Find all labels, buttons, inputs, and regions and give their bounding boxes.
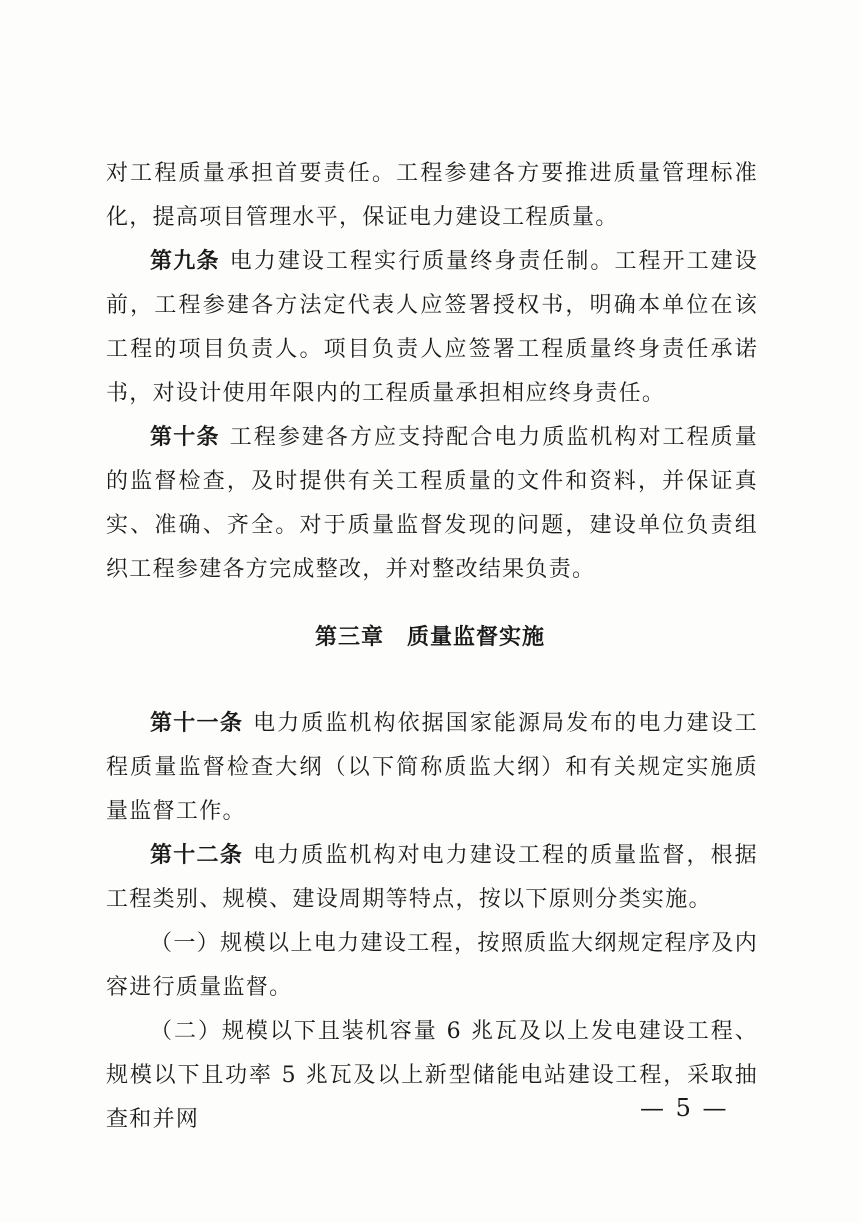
text-section-upper (106, 152, 758, 592)
list-item-text: （一）规模以上电力建设工程，按照质监大纲规定程序及内容进行质量监督。 (106, 931, 758, 1000)
article-12 (106, 834, 758, 922)
article-label: 第十条 (150, 425, 220, 450)
article-text: 电力建设工程实行质量终身责任制。工程开工建设前，工程参建各方法定代表人应签署授权书，明确本单位在该工程的项目负责人。项目负责人应签署工程质量终身责任承诺书，对设计使用年限内的工程质量承担相应终身责任。 (106, 249, 758, 406)
paragraph-continuation (106, 152, 758, 240)
article-10 (106, 416, 758, 592)
article-text: 电力质监机构依据国家能源局发布的电力建设工程质量监督检查大纲（以下简称质监大纲）和有关规定实施质量监督工作。 (106, 711, 758, 824)
list-item-text: （二）规模以下且装机容量 6 兆瓦及以上发电建设工程、规模以下且功率 5 兆瓦及以上新型储能电站建设工程，采取抽查和并网 (106, 1019, 758, 1132)
article-11 (106, 702, 758, 834)
list-item-2 (106, 1010, 758, 1142)
article-text: 电力质监机构对电力建设工程的质量监督，根据工程类别、规模、建设周期等特点，按以下原则分类实施。 (106, 843, 758, 912)
text-section-lower (106, 702, 758, 1142)
page-number: — 5 — (640, 1094, 729, 1122)
paragraph-text: 对工程质量承担首要责任。工程参建各方要推进质量管理标准化，提高项目管理水平，保证电力建设工程质量。 (106, 161, 758, 230)
article-label: 第九条 (150, 249, 220, 274)
article-9 (106, 240, 758, 416)
article-label: 第十二条 (150, 843, 244, 868)
chapter-heading: 第三章 质量监督实施 (314, 625, 545, 650)
article-label: 第十一条 (150, 711, 244, 736)
article-text: 工程参建各方应支持配合电力质监机构对工程质量的监督检查，及时提供有关工程质量的文件和资料，并保证真实、准确、齐全。对于质量监督发现的问题，建设单位负责组织工程参建各方完成整改，并对整改结果负责。 (106, 425, 758, 582)
list-item-1 (106, 922, 758, 1010)
